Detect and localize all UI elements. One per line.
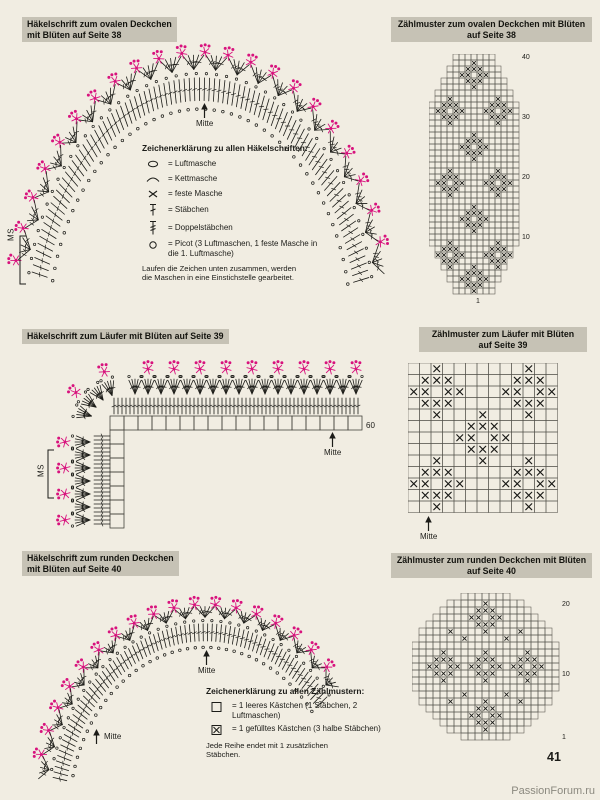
heading-chart-round [391,553,592,578]
stitch-legend-title: Zeichenerklärung zu allen Häkelschriften: [142,143,308,153]
mitte-label: Mitte [324,448,342,457]
zaehlmuster-round-chart [412,593,575,747]
heading-line: Häkelschrift zum ovalen Deckchen [27,19,172,29]
row-number: 30 [522,114,530,122]
legend-item-label: = Luftmasche [168,159,217,168]
legend-item-label: = Stäbchen [168,205,209,214]
heading-chart-runner [419,327,587,352]
legend-item-label: = Doppelstäbchen [168,223,233,232]
mitte-marker-round-bottom [92,729,121,744]
mitte-marker-runner-chart [420,516,437,541]
filled-box-icon [206,724,228,736]
watermark: PassionForum.ru [511,785,595,797]
legend-item-filled-box [206,724,394,736]
mitte-marker-round-top [198,650,215,675]
chart1-svg [429,54,535,305]
mitte-marker-runner [324,432,341,457]
mitte-label: Mitte [196,119,214,128]
up-arrow-icon [202,650,211,665]
mitte-label: Mitte [198,666,216,675]
heading-line: mit Blüten auf Seite 38 [27,29,122,40]
up-arrow-icon [92,729,101,744]
row-number: 10 [562,670,570,678]
runner-edging [48,360,363,528]
filet-grid [412,593,559,740]
row-number: 10 [522,234,530,242]
heading-line: Zählmuster zum runden Deckchen mit Blüten [396,555,587,565]
heading-line: Zählmuster zum ovalen Deckchen mit Blüten [397,19,586,29]
legend-item-slip [142,173,340,185]
up-arrow-icon [200,103,209,118]
row-number: 20 [522,174,530,182]
heading-line: auf Seite 39 [478,339,528,350]
legend-item-picot [142,239,340,259]
ms-label-runner: MS [36,464,46,477]
page-number: 41 [547,750,561,764]
mitte-label: Mitte [420,532,438,541]
row-number: 40 [522,54,530,62]
heading-line: Häkelschrift zum runden Deckchen [27,553,174,563]
heading-line: auf Seite 38 [467,29,516,40]
legend-item-label: = 1 gefülltes Kästchen (3 halbe Stäbchen) [232,724,381,733]
legend-item-label: = 1 leeres Kästchen (1 Stäbchen, 2 Luftmaschen) [232,701,358,720]
box-legend [206,686,394,760]
mitte-marker-oval [196,103,213,128]
stitch-legend [142,143,340,283]
heading-line: mit Blüten auf Seite 40 [27,563,122,574]
treble-crochet-icon [142,220,164,236]
filet-grid [408,363,558,513]
heading-line: Zählmuster zum Läufer mit Blüten [431,329,575,339]
slip-stitch-icon [142,173,164,185]
up-arrow-icon [424,516,433,531]
empty-box-icon [206,701,228,713]
legend-item-label: = feste Masche [168,189,223,198]
heading-line: auf Seite 40 [467,565,516,576]
chart3-svg [412,593,575,742]
heading-diagram-runner [22,329,229,344]
up-arrow-icon [328,432,337,447]
legend-item-chain [142,158,340,170]
row-number: 1 [562,733,566,741]
stitch-legend-note: Laufen die Zeichen unten zusammen, werden die Maschen in eine Einstichstelle gearbeitet. [142,264,297,283]
chart2-svg [408,363,574,515]
box-legend-note: Jede Reihe endet mit 1 zusätzlichen Stäbchen. [206,741,328,760]
ms-label-oval: MS [6,228,16,241]
row-number: 1 [476,298,480,305]
legend-item-tr [142,220,340,236]
box-legend-title: Zeichenerklärung zu allen Zählmustern: [206,686,365,696]
chain-stitch-icon [142,158,164,170]
heading-diagram-oval [22,17,177,42]
heading-line: Häkelschrift zum Läufer mit Blüten auf Seite 39 [27,331,224,341]
haekelschrift-runner-diagram [10,350,402,556]
row-number: 20 [562,600,570,608]
zaehlmuster-runner-chart [408,363,574,520]
zaehlmuster-oval-chart [429,54,535,310]
stitch-count-label: 60 [366,421,375,430]
filet-grid [429,54,519,294]
legend-item-label: = Kettmasche [168,174,218,183]
legend-item-empty-box [206,701,394,721]
legend-item-label: = Picot (3 Luftmaschen, 1 feste Masche in die 1. Luftmasche) [168,239,318,258]
legend-item-dc [142,203,340,217]
heading-chart-oval [391,17,592,42]
mitte-label: Mitte [104,732,122,741]
picot-icon [142,239,164,251]
single-crochet-icon [142,188,164,200]
legend-item-sc [142,188,340,200]
double-crochet-icon [142,203,164,217]
